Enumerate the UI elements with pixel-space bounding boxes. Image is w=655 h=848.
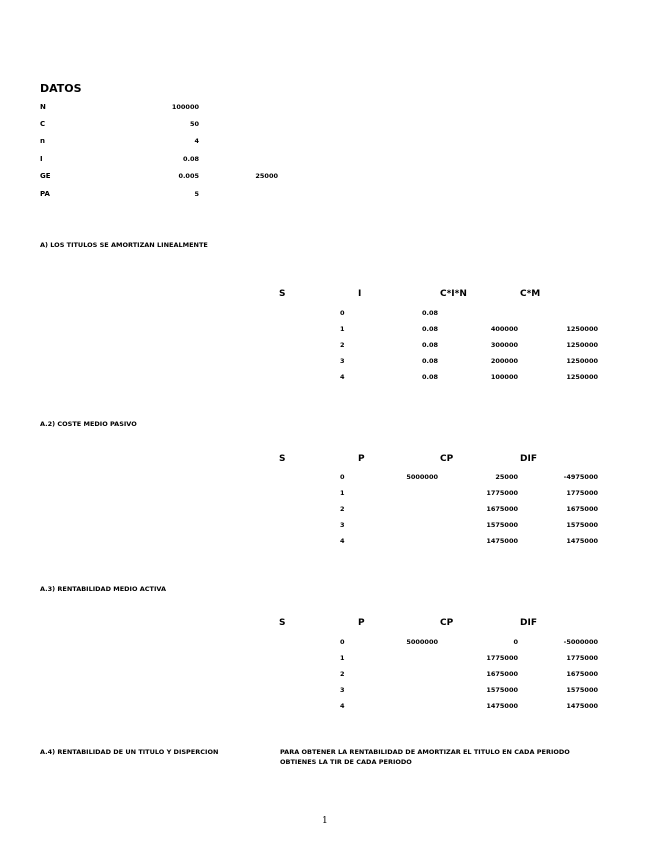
table-cell: 0.08	[421, 373, 438, 381]
table-cell: 1475000	[566, 537, 598, 545]
table-cell: 1575000	[486, 686, 518, 694]
table-cell: 4	[340, 702, 345, 710]
section-a-col-i: I	[358, 289, 362, 299]
table-cell: 1675000	[566, 670, 598, 678]
datos-label-n: N	[40, 103, 46, 111]
table-cell: 3	[340, 686, 345, 694]
table-cell: 0	[340, 638, 345, 646]
section-a2-col-cp: CP	[440, 454, 454, 464]
table-cell: 4	[340, 537, 345, 545]
datos-title: DATOS	[40, 82, 82, 95]
section-a3-col-s: S	[279, 618, 286, 628]
table-cell: 1775000	[486, 654, 518, 662]
section-a3-col-cp: CP	[440, 618, 454, 628]
table-cell: 1	[340, 654, 345, 662]
table-cell: 1675000	[486, 670, 518, 678]
table-cell: 1475000	[486, 702, 518, 710]
table-cell: 5000000	[406, 638, 438, 646]
datos-value-i: 0.08	[182, 155, 199, 163]
table-cell: 0.08	[421, 341, 438, 349]
table-cell: 1775000	[486, 489, 518, 497]
table-cell: 0	[513, 638, 518, 646]
section-a-col-cin: C*I*N	[440, 289, 467, 299]
table-cell: 2	[340, 341, 345, 349]
table-cell: 2	[340, 670, 345, 678]
section-a3-col-dif: DIF	[520, 618, 537, 628]
table-cell: 1475000	[566, 702, 598, 710]
datos-extra-ge: 25000	[255, 172, 278, 180]
table-cell: 1575000	[566, 521, 598, 529]
section-a-col-cm: C*M	[520, 289, 541, 299]
datos-value-n-periods: 4	[194, 137, 199, 145]
table-cell: 400000	[490, 325, 518, 333]
section-a2-heading: A.2) COSTE MEDIO PASIVO	[40, 420, 137, 428]
section-a3-heading: A.3) RENTABILIDAD MEDIO ACTIVA	[40, 585, 167, 593]
table-cell: 0.08	[421, 309, 438, 317]
table-cell: -5000000	[563, 638, 598, 646]
datos-value-ge: 0.005	[178, 172, 199, 180]
table-cell: 0.08	[421, 357, 438, 365]
section-a-heading: A) LOS TITULOS SE AMORTIZAN LINEALMENTE	[40, 241, 208, 249]
section-a-col-s: S	[279, 289, 286, 299]
datos-label-n-periods: n	[40, 137, 45, 145]
table-cell: 1675000	[566, 505, 598, 513]
table-cell: 3	[340, 521, 345, 529]
table-cell: 1250000	[566, 357, 598, 365]
table-cell: -4975000	[563, 473, 598, 481]
table-cell: 200000	[490, 357, 518, 365]
page-number: 1	[322, 816, 328, 826]
section-a3-col-p: P	[358, 618, 365, 628]
table-cell: 5000000	[406, 473, 438, 481]
table-cell: 1575000	[486, 521, 518, 529]
table-cell: 1675000	[486, 505, 518, 513]
table-cell: 0	[340, 473, 345, 481]
section-a4-heading: A.4) RENTABILIDAD DE UN TITULO Y DISPERCION	[40, 748, 219, 756]
section-a4-note: PARA OBTENER LA RENTABILIDAD DE AMORTIZAR EL TITULO EN CADA PERIODO OBTIENES LA TIR DE CADA PERIODO	[280, 748, 570, 766]
table-cell: 25000	[495, 473, 518, 481]
section-a2-col-s: S	[279, 454, 286, 464]
table-cell: 1250000	[566, 325, 598, 333]
table-cell: 1	[340, 489, 345, 497]
table-cell: 300000	[490, 341, 518, 349]
table-cell: 3	[340, 357, 345, 365]
table-cell: 1575000	[566, 686, 598, 694]
table-cell: 0.08	[421, 325, 438, 333]
section-a2-col-p: P	[358, 454, 365, 464]
datos-value-c: 50	[189, 120, 199, 128]
table-cell: 1475000	[486, 537, 518, 545]
table-cell: 4	[340, 373, 345, 381]
section-a2-col-dif: DIF	[520, 454, 537, 464]
table-cell: 1	[340, 325, 345, 333]
datos-value-pa: 5	[194, 190, 199, 198]
datos-label-ge: GE	[40, 172, 51, 180]
table-cell: 100000	[490, 373, 518, 381]
table-cell: 0	[340, 309, 345, 317]
table-cell: 1775000	[566, 654, 598, 662]
datos-label-c: C	[40, 120, 46, 128]
table-cell: 1250000	[566, 341, 598, 349]
table-cell: 1250000	[566, 373, 598, 381]
datos-label-i: I	[40, 155, 43, 163]
datos-label-pa: PA	[40, 190, 50, 198]
table-cell: 2	[340, 505, 345, 513]
table-cell: 1775000	[566, 489, 598, 497]
datos-value-n: 100000	[171, 103, 199, 111]
